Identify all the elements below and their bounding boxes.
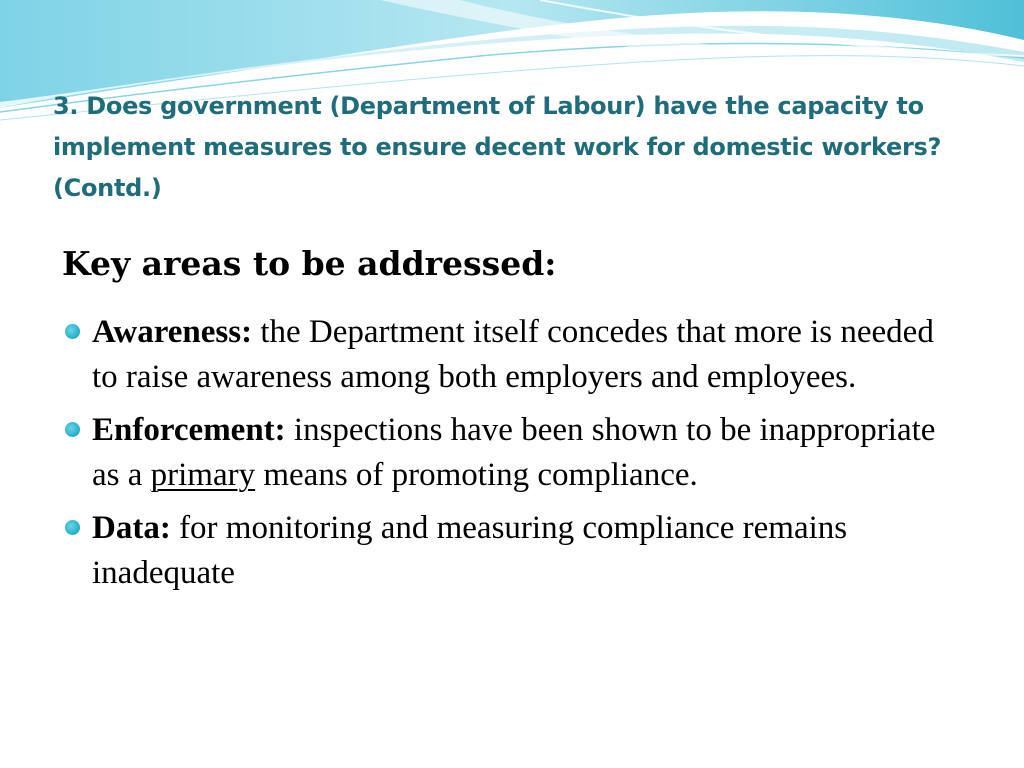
- subheading: Key areas to be addressed:: [62, 244, 557, 283]
- bullet-list: [62, 310, 962, 604]
- bullet-term: Enforcement:: [92, 412, 286, 448]
- bullet-text: for monitoring and measuring compliance remains inadequate: [92, 510, 848, 591]
- bullet-dot-icon: [65, 422, 80, 437]
- bullet-text: inspections have been shown to be inappropriate as a: [92, 412, 936, 493]
- bullet-term: Data:: [92, 510, 171, 546]
- bullet-dot-icon: [65, 324, 80, 339]
- bullet-term: Awareness:: [92, 314, 253, 350]
- bullet-text: means of promoting compliance.: [255, 457, 698, 493]
- bullet-text: the Department itself concedes that more is needed to raise awareness among both employers and employees.: [92, 314, 934, 395]
- slide-title: 3. Does government (Department of Labour) have the capacity to implement measures to ensure decent work for domestic workers? (Contd.): [53, 92, 942, 202]
- bullet-underlined-word: primary: [150, 457, 256, 493]
- bullet-item-awareness: [62, 310, 962, 400]
- bullet-item-data: [62, 506, 962, 596]
- bullet-dot-icon: [65, 520, 80, 535]
- bullet-item-enforcement: [62, 408, 962, 498]
